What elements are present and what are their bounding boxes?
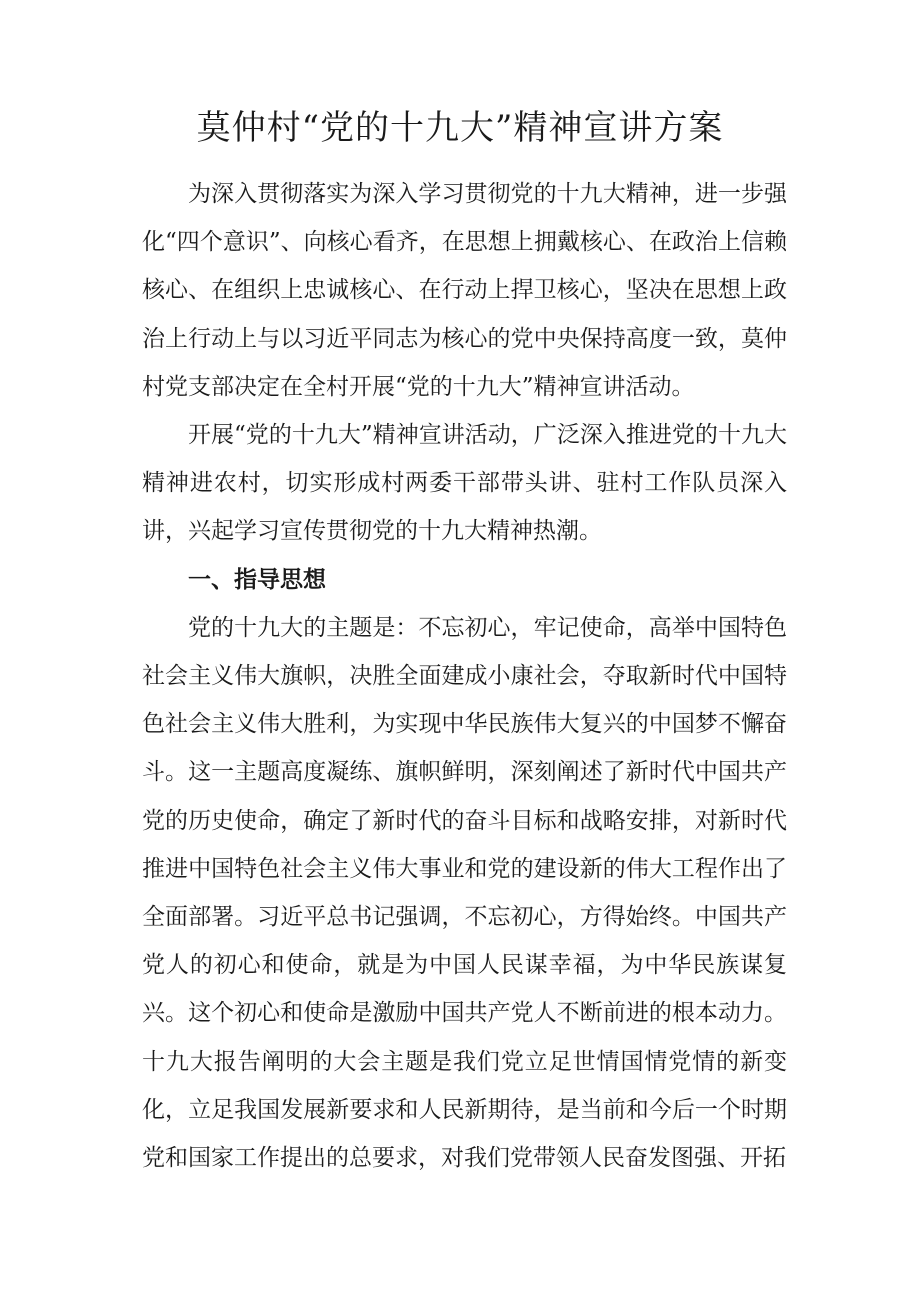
document-body	[142, 170, 787, 1182]
section-heading-guiding-ideology: 一、指导思想	[188, 566, 326, 593]
intro-paragraph-2: 开展“党的十九大”精神宣讲活动，广泛深入推进党的十九大精神进农村，切实形成村两委干部带头讲、驻村工作队员深入讲，兴起学习宣传贯彻党的十九大精神热潮。	[142, 422, 787, 545]
intro-paragraph-1: 为深入贯彻落实为深入学习贯彻党的十九大精神，进一步强化“四个意识”、向核心看齐，在思想上拥戴核心、在政治上信赖核心、在组织上忠诚核心、在行动上捍卫核心，坚决在思想上政治上行动上与以习近平同志为核心的党中央保持高度一致，莫仲村党支部决定在全村开展“党的十九大”精神宣讲活动。	[142, 181, 787, 400]
document-title: 莫仲村“党的十九大”精神宣讲方案	[196, 108, 724, 148]
section-1-paragraph: 党的十九大的主题是：不忘初心，牢记使命，高举中国特色社会主义伟大旗帜，决胜全面建成小康社会，夺取新时代中国特色社会主义伟大胜利，为实现中华民族伟大复兴的中国梦不懈奋斗。这一主题高度凝练、旗帜鲜明，深刻阐述了新时代中国共产党的历史使命，确定了新时代的奋斗目标和战略安排，对新时代推进中国特色社会主义伟大事业和党的建设新的伟大工程作出了全面部署。习近平总书记强调，不忘初心，方得始终。中国共产党人的初心和使命，就是为中国人民谋幸福，为中华民族谋复兴。这个初心和使命是激励中国共产党人不断前进的根本动力。十九大报告阐明的大会主题是我们党立足世情国情党情的新变化，立足我国发展新要求和人民新期待，是当前和今后一个时期党和国家工作提出的总要求，对我们党带领人民奋发图强、开拓	[142, 614, 787, 1172]
